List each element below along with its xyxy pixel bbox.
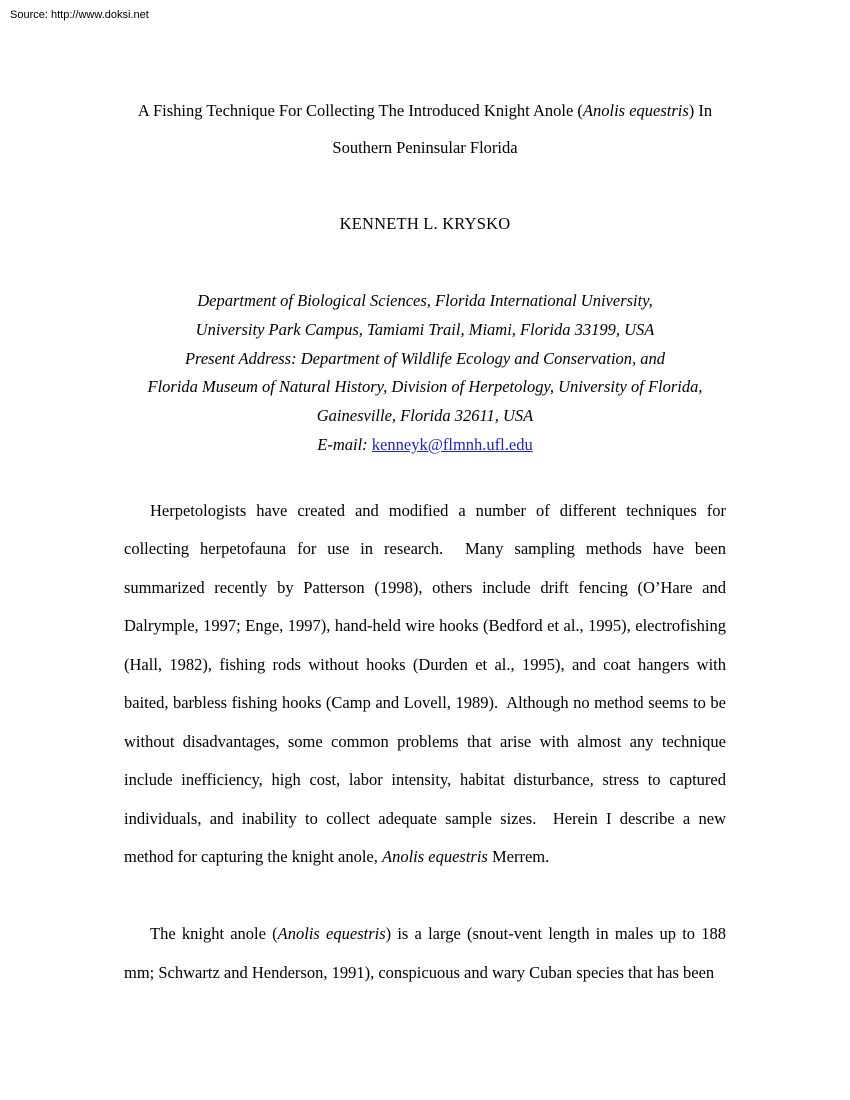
- body-text: [124, 492, 726, 993]
- email-link[interactable]: kenneyk@flmnh.ufl.edu: [371, 434, 533, 454]
- text-run: ) In: [688, 101, 713, 120]
- affiliation-lines: [124, 287, 726, 431]
- affiliation-line: University Park Campus, Tamiami Trail, Miami, Florida 33199, USA: [195, 319, 655, 339]
- title-line-2: Southern Peninsular Florida: [332, 138, 518, 157]
- body-paragraph: [124, 492, 726, 877]
- text-run: The knight anole (: [150, 924, 278, 944]
- italic-text-run: Anolis equestris: [381, 847, 488, 867]
- affiliation-line: Gainesville, Florida 32611, USA: [316, 406, 534, 426]
- affiliation-line: Department of Biological Sciences, Florida International University,: [197, 291, 653, 310]
- italic-text-run: Anolis equestris: [582, 101, 689, 120]
- text-run: A Fishing Technique For Collecting The Introduced Knight Anole (: [137, 101, 583, 120]
- text-run: Merrem.: [487, 847, 550, 867]
- email-line: [124, 431, 726, 460]
- affiliation-line: Present Address: Department of Wildlife Ecology and Conservation, and: [184, 348, 666, 368]
- italic-text-run: Anolis equestris: [277, 924, 386, 944]
- text-run: ) is a large (snout-vent length in males up to 188 mm; Schwartz and Henderson, 1991), conspicuous and wary Cuban species that has been: [124, 924, 727, 982]
- document-content: [124, 0, 726, 992]
- affiliation-line: Florida Museum of Natural History, Division of Herpetology, University of Florida,: [147, 377, 703, 397]
- author-name: KENNETH L. KRYSKO: [339, 214, 511, 233]
- affiliation-block: [124, 287, 726, 460]
- body-paragraph: [124, 915, 726, 992]
- email-label: E-mail:: [317, 434, 368, 454]
- paper-title: [124, 92, 726, 166]
- source-url-header: Source: http://www.doksi.net: [10, 9, 149, 21]
- title-line-1: [124, 92, 726, 129]
- text-run: Herpetologists have created and modified a number of different techniques for collecting herpetofauna for use in research. Many sampling methods have been summarized recently by Patterson (1998), others include drift fencing (O’Hare and Dalrymple, 1997; Enge, 1997), hand-held wire hooks (Bedford et al., 1995), electrofishing (Hall, 1982), fishing rods without hooks (Durden et al., 1995), and coat hangers with baited, barbless fishing hooks (Camp and Lovell, 1989). Although no method seems to be without disadvantages, some common problems that arise with almost any technique include inefficiency, high cost, labor intensity, habitat disturbance, stress to captured individuals, and inability to collect adequate sample sizes. Herein I describe a new method for capturing the knight anole,: [124, 500, 726, 867]
